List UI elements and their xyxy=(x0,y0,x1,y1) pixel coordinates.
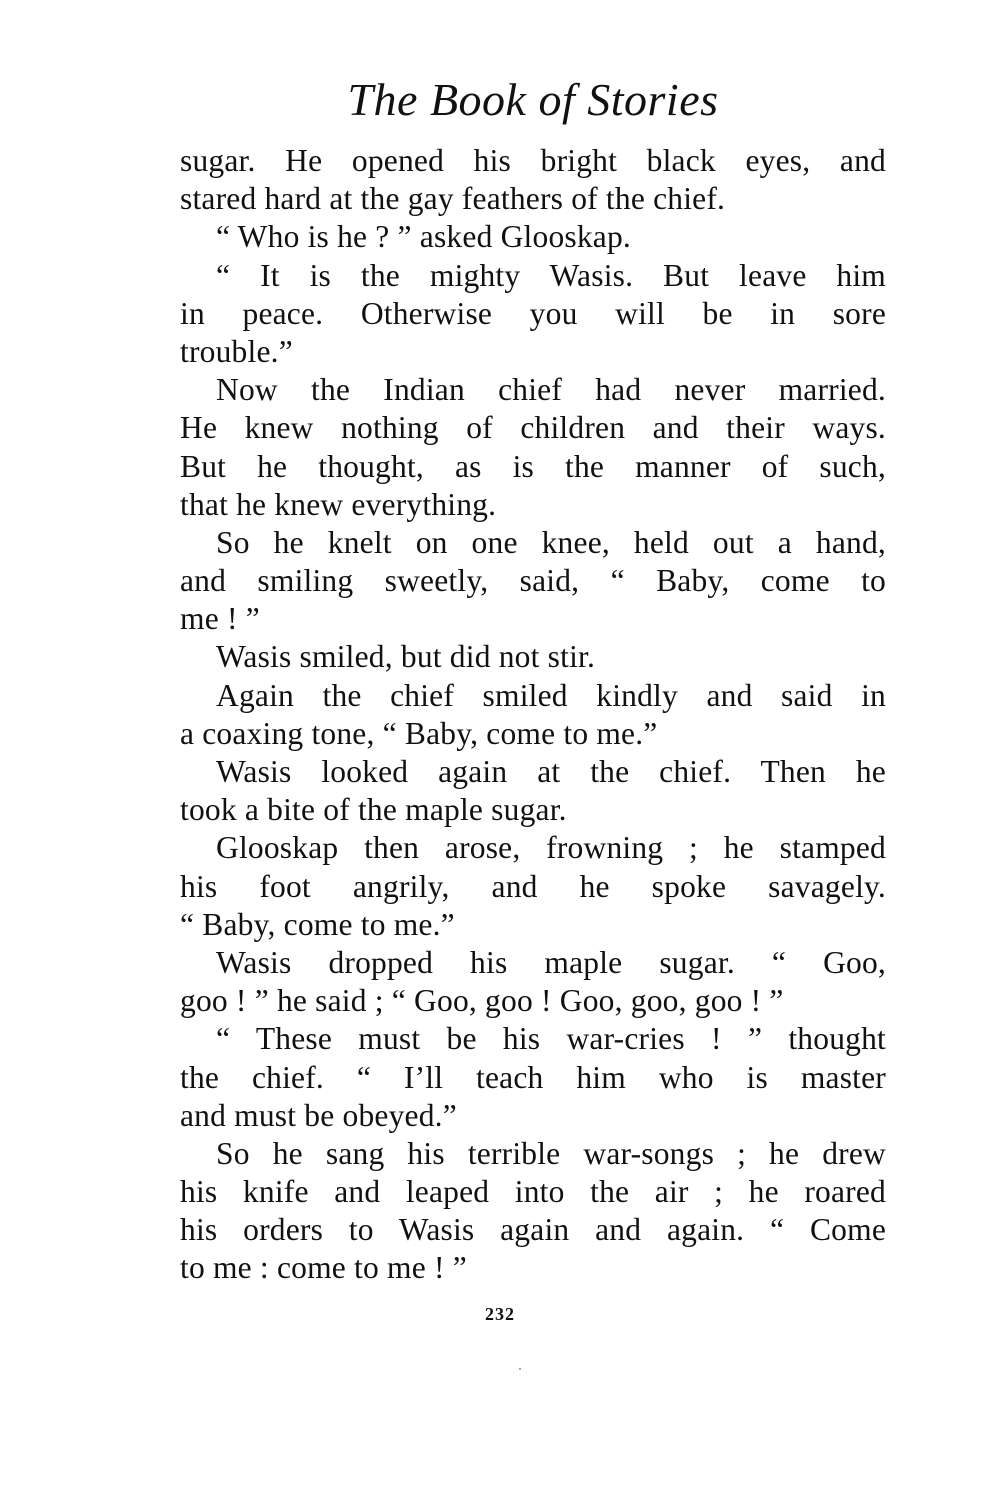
text-line: Again the chief smiled kindly and said in xyxy=(216,677,886,713)
text-line: “ Who is he ? ” asked Glooskap. xyxy=(216,219,632,255)
text-line: goo ! ” he said ; “ Goo, goo ! Goo, goo, goo ! ” xyxy=(180,983,784,1019)
text-line: and must be obeyed.” xyxy=(180,1097,457,1133)
text-line: trouble.” xyxy=(180,333,293,369)
text-line: He knew nothing of children and their ways. xyxy=(180,410,886,446)
text-line: to me : come to me ! ” xyxy=(180,1250,467,1286)
body-text xyxy=(180,142,886,1288)
text-line: me ! ” xyxy=(180,601,260,637)
text-line: stared hard at the gay feathers of the chief. xyxy=(180,181,726,217)
text-line: took a bite of the maple sugar. xyxy=(180,792,567,828)
text-line: a coaxing tone, “ Baby, come to me.” xyxy=(180,715,658,751)
paper-speck xyxy=(519,1368,521,1370)
text-line: sugar. He opened his bright black eyes, and xyxy=(180,143,886,178)
text-line: Wasis dropped his maple sugar. “ Goo, xyxy=(216,944,886,980)
page-number: 232 xyxy=(485,1304,515,1324)
text-line: his knife and leaped into the air ; he roared xyxy=(180,1174,886,1210)
text-line: “ These must be his war-cries ! ” thought xyxy=(216,1021,886,1057)
text-line: his foot angrily, and he spoke savagely. xyxy=(180,868,886,904)
text-line: the chief. “ I’ll teach him who is master xyxy=(180,1059,886,1095)
text-line: “ It is the mighty Wasis. But leave him xyxy=(216,257,886,293)
text-line: in peace. Otherwise you will be in sore xyxy=(180,295,886,331)
text-line: Glooskap then arose, frowning ; he stamped xyxy=(216,830,886,866)
text-line: that he knew everything. xyxy=(180,486,497,522)
text-line: Now the Indian chief had never married. xyxy=(216,372,886,408)
text-line: his orders to Wasis again and again. “ Come xyxy=(180,1212,886,1248)
running-head-title: The Book of Stories xyxy=(347,74,719,125)
text-line: Wasis smiled, but did not stir. xyxy=(216,639,596,675)
text-line: “ Baby, come to me.” xyxy=(180,906,455,942)
text-line: So he knelt on one knee, held out a hand, xyxy=(216,524,886,560)
text-line: and smiling sweetly, said, “ Baby, come to xyxy=(180,563,886,599)
text-line: Wasis looked again at the chief. Then he xyxy=(216,754,886,789)
text-line: So he sang his terrible war-songs ; he drew xyxy=(216,1135,886,1171)
text-line: But he thought, as is the manner of such, xyxy=(180,448,886,484)
